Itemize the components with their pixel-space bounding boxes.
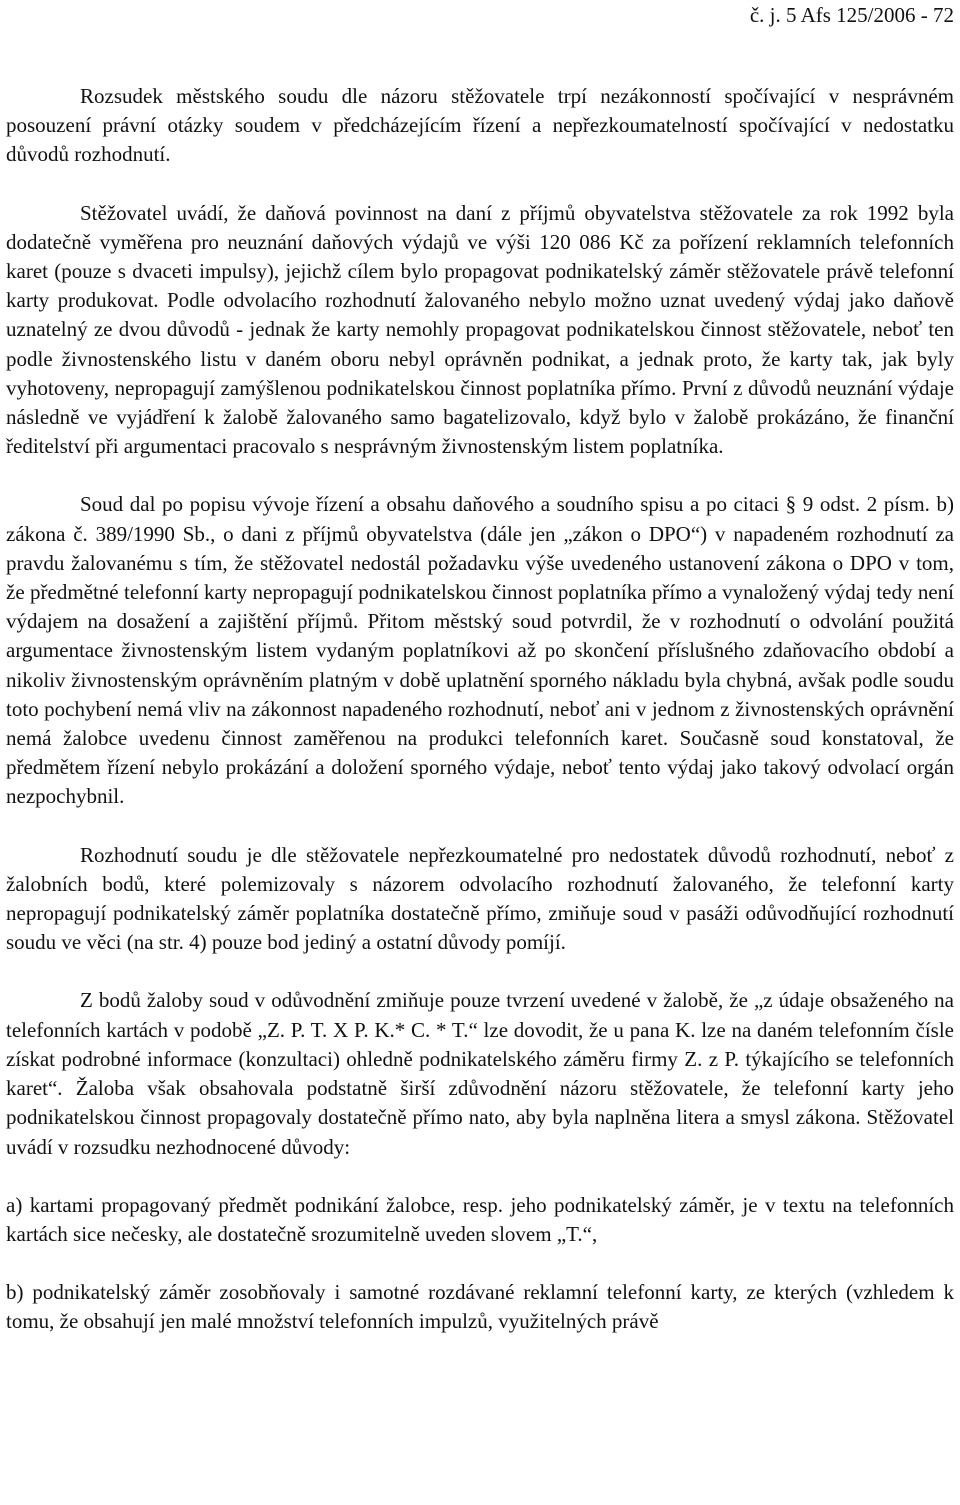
paragraph-4: Rozhodnutí soudu je dle stěžovatele nepřezkoumatelné pro nedostatek důvodů rozhodnutí, neboť z žalobních bodů, které polemizovaly s názorem odvolacího rozhodnutí žalovaného, že telefonní karty nepropagují podnikatelský záměr poplatníka dostatečně přímo, zmiňuje soud v pasáži odůvodňující rozhodnutí soudu ve věci (na str. 4) pouze bod jediný a ostatní důvody pomíjí. — [6, 842, 954, 955]
list-item-b: b) podnikatelský záměr zosobňovaly i samotné rozdávané reklamní telefonní karty, ze kterých (vzhledem k tomu, že obsahují jen malé množství telefonních impulzů, využitelných právě — [6, 1280, 954, 1334]
list-item-a: a) kartami propagovaný předmět podnikání žalobce, resp. jeho podnikatelský záměr, je v textu na telefonních kartách sice nečesky, ale dostatečně srozumitelně uveden slovem „T.“, — [6, 1192, 954, 1246]
paragraph-2: Stěžovatel uvádí, že daňová povinnost na daní z příjmů obyvatelstva stěžovatele za rok 1992 byla dodatečně vyměřena pro neuznání daňových výdajů ve výši 120 086 Kč za pořízení reklamních telefonních karet (pouze s dvaceti impulsy), jejichž cílem bylo propagovat podnikatelský záměr stěžovatele právě telefonní karty produkovat. Podle odvolacího rozhodnutí žalovaného nebylo možno uznat uvedený výdaj jako daňově uznatelný ze dvou důvodů - jednak že karty nemohly propagovat podnikatelskou činnost stěžovatele, neboť ten podle živnostenského listu v daném oboru nebyl oprávněn podnikat, a jednak proto, že karty tak, jak byly vyhotoveny, nepropagují zamýšlenou podnikatelskou činnost poplatníka přímo. První z důvodů neuznání výdaje následně ve vyjádření k žalobě žalovaného samo bagatelizovalo, když bylo v žalobě prokázáno, že finanční ředitelství při argumentaci pracovalo s nesprávným živnostenským listem poplatníka. — [6, 200, 954, 459]
case-reference: č. j. 5 Afs 125/2006 - 72 — [749, 3, 954, 27]
paragraph-3: Soud dal po popisu vývoje řízení a obsahu daňového a soudního spisu a po citaci § 9 odst. 2 písm. b) zákona č. 389/1990 Sb., o dani z příjmů obyvatelstva (dále jen „zákon o DPO“) v napadeném rozhodnutí za pravdu žalovanému s tím, že stěžovatel nedostál požadavku výše uvedeného ustanovení zákona o DPO v tom, že předmětné telefonní karty nepropagují podnikatelskou činnost poplatníka přímo a vynaložený výdaj tedy není výdajem na dosažení a zajištění příjmů. Přitom městský soud potvrdil, že v rozhodnutí o odvolání použitá argumentace živnostenským listem vydaným poplatníkovi až po skončení příslušného zdaňovacího období a nikoliv živnostenským oprávněním platným v době uplatnění sporného nákladu byla chybná, avšak podle soudu toto pochybení nemá vliv na zákonnost napadeného rozhodnutí, neboť ani v jednom z živnostenských oprávnění nemá žalobce uvedenu činnost zaměřenou na produkci telefonních karet. Současně soud konstatoval, že předmětem řízení nebylo prokázání a doložení sporného výdaje, neboť tento výdaj jako takový odvolací orgán nezpochybnil. — [6, 492, 954, 809]
paragraph-1: Rozsudek městského soudu dle názoru stěžovatele trpí nezákonností spočívající v nesprávném posouzení právní otázky soudem v předcházejícím řízení a nepřezkoumatelností spočívající v nedostatku důvodů rozhodnutí. — [6, 84, 954, 167]
paragraph-5: Z bodů žaloby soud v odůvodnění zmiňuje pouze tvrzení uvedené v žalobě, že „z údaje obsaženého na telefonních kartách v podobě „Z. P. T. X P. K.* C. * T.“ lze dovodit, že u pana K. lze na daném telefonním čísle získat podrobné informace (konzultaci) ohledně podnikatelského záměru firmy Z. z P. týkajícího se telefonních karet“. Žaloba však obsahovala podstatně širší zdůvodnění názoru stěžovatele, že telefonní karty jeho podnikatelskou činnost propagovaly dostatečně přímo nato, aby byla naplněna litera a smysl zákona. Stěžovatel uvádí v rozsudku nezhodnocené důvody: — [6, 988, 954, 1159]
document-page — [6, 0, 954, 1505]
